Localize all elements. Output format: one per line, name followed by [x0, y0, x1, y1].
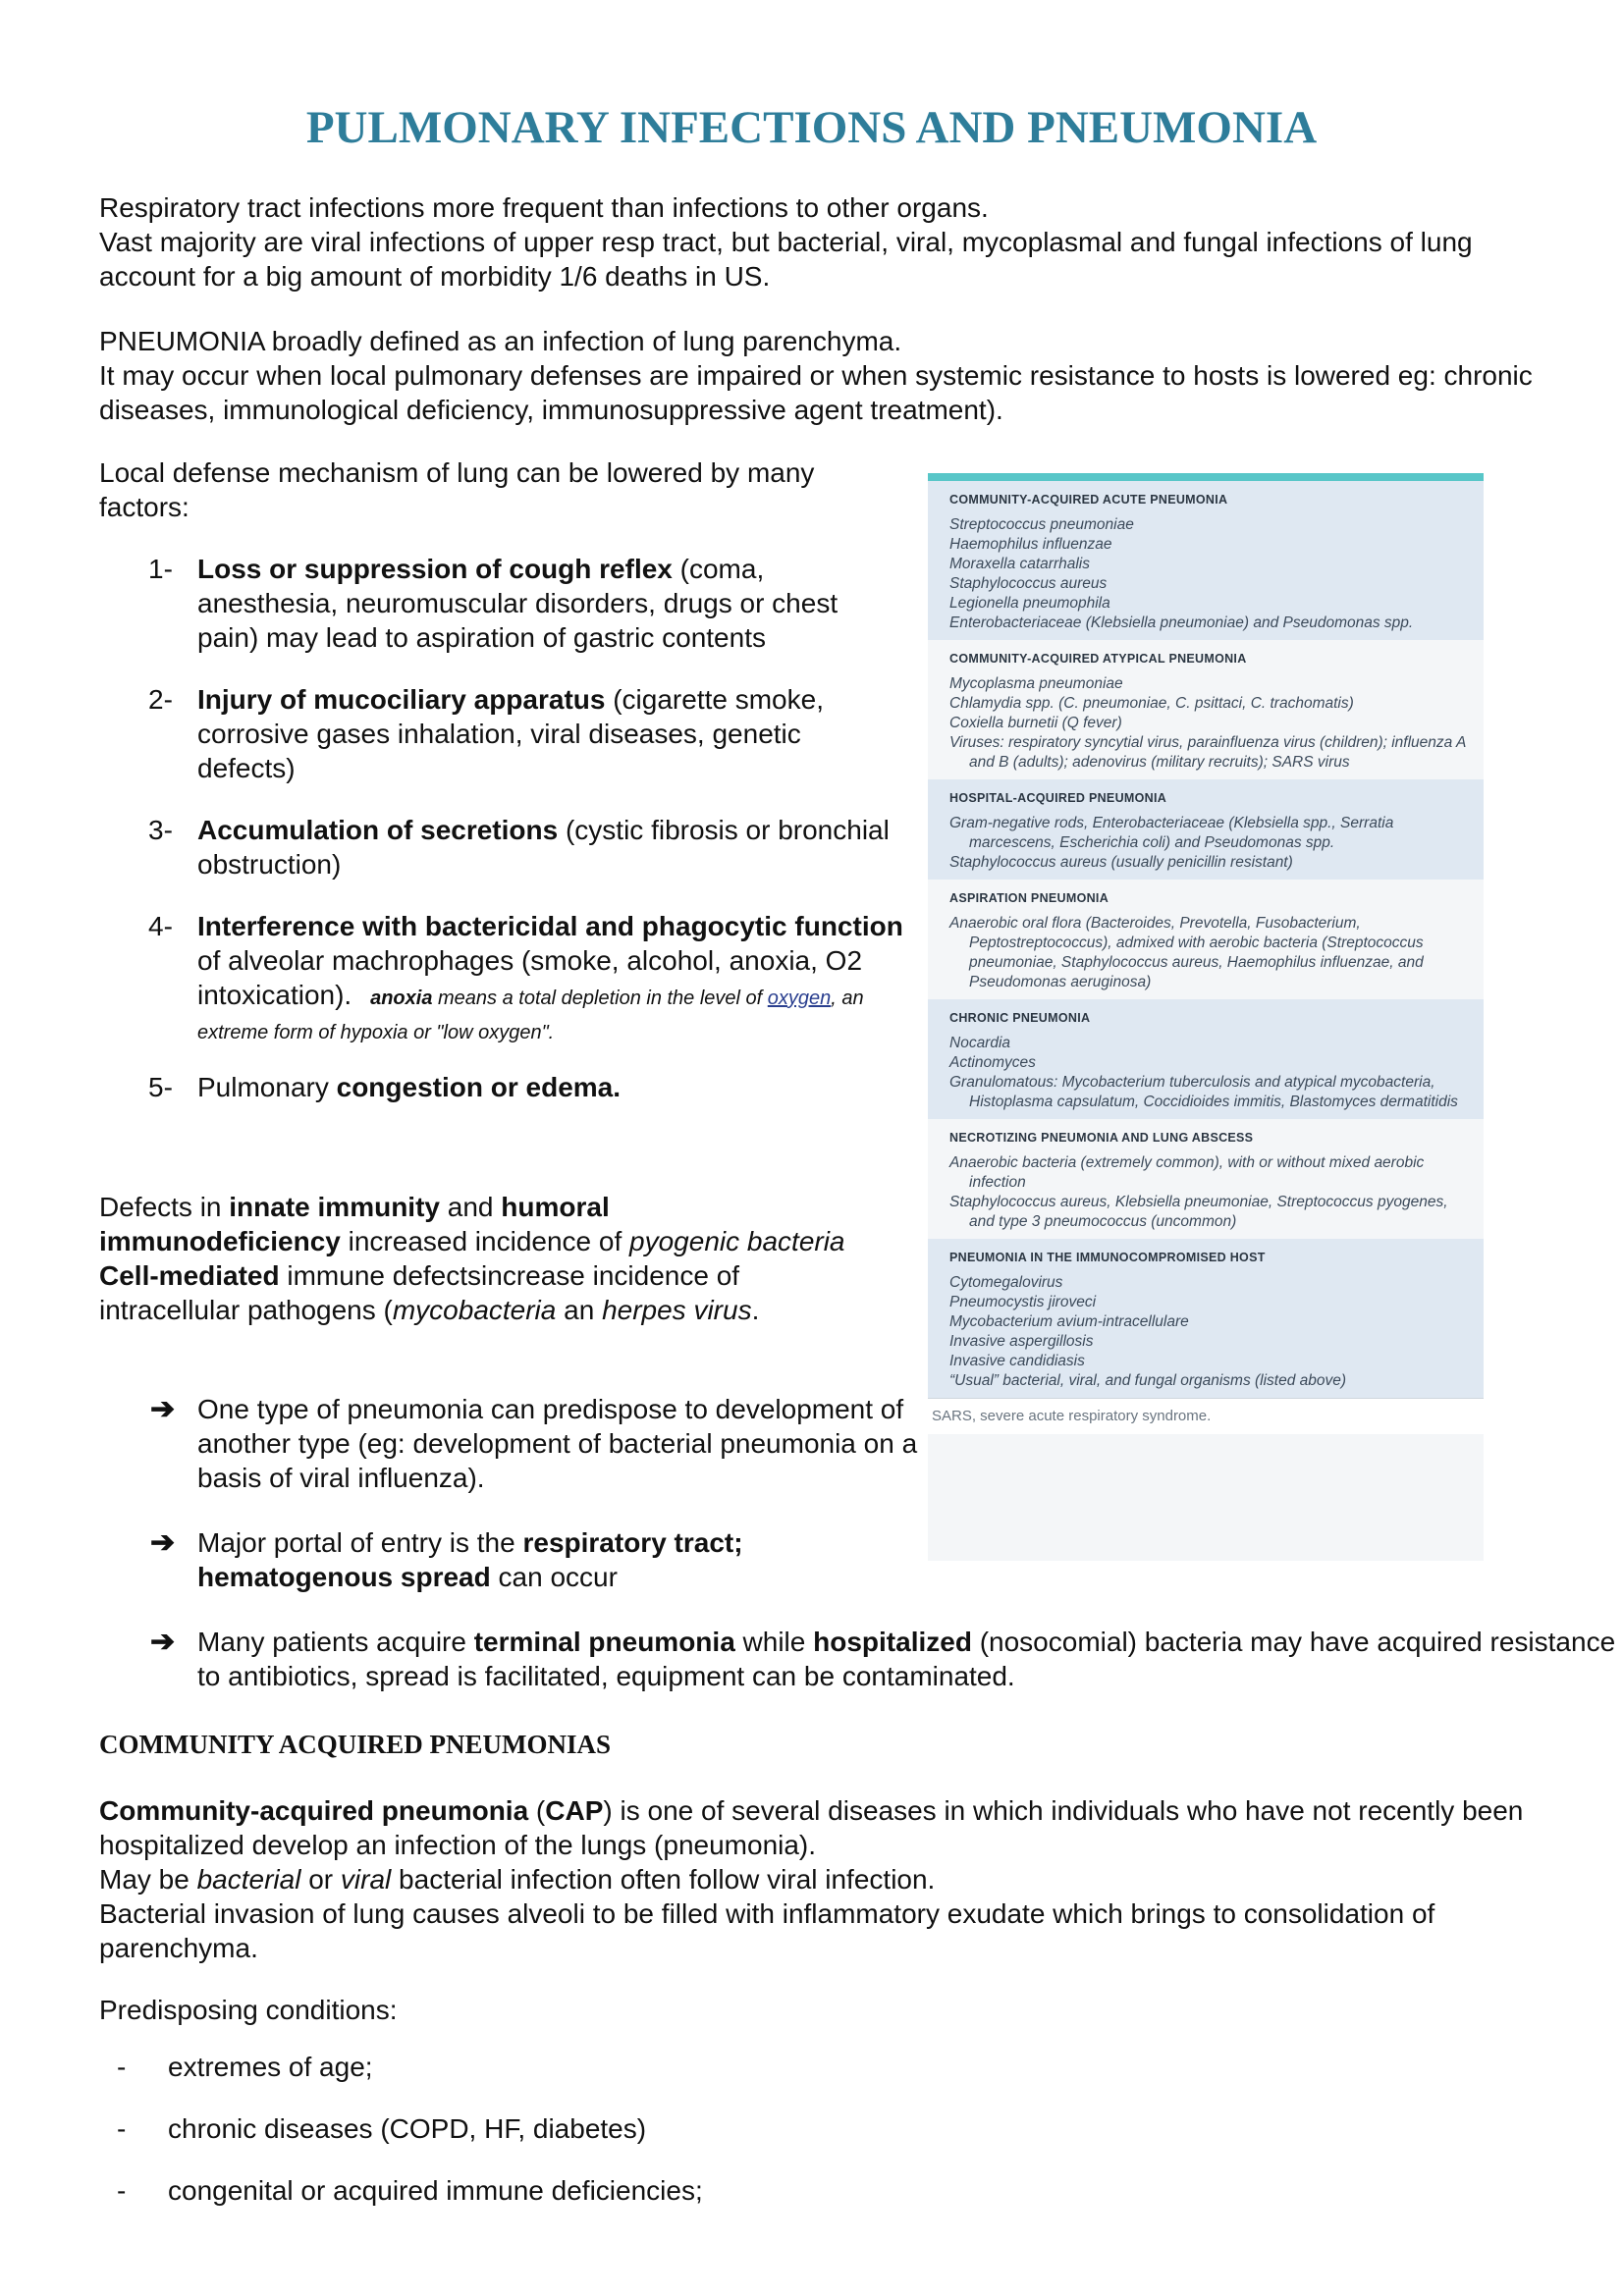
intro-line-1: Respiratory tract infections more frequent than infections to other organs. [99, 192, 989, 223]
list-item [99, 909, 904, 1046]
table-entry: Anaerobic oral flora (Bacteroides, Prevotella, Fusobacterium, Peptostreptococcus), admixed with aerobic bacteria (Streptococcus pneumoniae, Staphylococcus aureus, Haemophilus influenzae, and Pseudomonas aeruginosa) [949, 915, 1424, 990]
table-entry: Staphylococcus aureus, Klebsiella pneumoniae, Streptococcus pyogenes, and type 3 pneumococcus (uncommon) [949, 1194, 1448, 1230]
list-number: 1- [148, 554, 173, 584]
predisposing-list [99, 2050, 1474, 2235]
table-top-bar [928, 473, 1484, 481]
list-item-bold: Accumulation of secretions [197, 815, 559, 845]
pneumonia-classification-table [928, 473, 1484, 1561]
list-item-text: Pulmonary [197, 1072, 337, 1102]
list-item-bold: Injury of mucociliary apparatus [197, 684, 606, 715]
table-entry: Gram-negative rods, Enterobacteriaceae (Klebsiella spp., Serratia marcescens, Escherichia coli) and Pseudomonas spp. [949, 815, 1394, 851]
intro-paragraph [99, 190, 1542, 294]
immunity-defects [99, 1190, 845, 1327]
list-item [99, 552, 904, 655]
arrow-item: ➔ Major portal of entry is the respiratory tract; hematogenous spread can occur [150, 1526, 743, 1592]
list-number: 2- [148, 684, 173, 715]
table-entry: Haemophilus influenzae [949, 536, 1112, 553]
list-item: - congenital or acquired immune deficiencies; [117, 2175, 703, 2206]
table-entry: Granulomatous: Mycobacterium tuberculosis and atypical mycobacteria, Histoplasma capsulatum, Coccidioides immitis, Blastomyces dermatitidis [949, 1074, 1458, 1110]
table-entry: Legionella pneumophila [949, 595, 1110, 612]
table-section-heading: COMMUNITY-ACQUIRED ATYPICAL PNEUMONIA [949, 652, 1247, 666]
list-item-bold: Interference with bactericidal and phagocytic function [197, 911, 903, 941]
anoxia-term: anoxia [370, 988, 433, 1009]
cap-heading: COMMUNITY ACQUIRED PNEUMONIAS [99, 1730, 612, 1759]
table-entry: Invasive aspergillosis [949, 1333, 1094, 1350]
cap-paragraph-3: Bacterial invasion of lung causes alveoli to be filled with inflammatory exudate which brings to consolidation of parenchyma. [99, 1898, 1435, 1963]
table-section-heading: HOSPITAL-ACQUIRED PNEUMONIA [949, 791, 1167, 805]
table-entry: Streptococcus pneumoniae [949, 516, 1134, 533]
table-entry: Mycoplasma pneumoniae [949, 675, 1123, 692]
list-item-text: (cigarette smoke, corrosive gases inhalation, viral diseases, genetic defects) [197, 684, 824, 783]
table-section [928, 999, 1484, 1119]
cap-section [99, 1793, 1542, 2027]
list-item [99, 682, 904, 785]
table-section [928, 880, 1484, 999]
list-item-bold: Loss or suppression of cough reflex [197, 554, 673, 584]
table-entry: “Usual” bacterial, viral, and fungal organisms (listed above) [949, 1372, 1347, 1389]
table-entry: Viruses: respiratory syncytial virus, parainfluenza virus (children); influenza A and B (adults); adenovirus (military recruits); SARS virus [949, 734, 1466, 771]
arrow-right-icon: ➔ [150, 1626, 176, 1658]
pneumonia-definition [99, 324, 1542, 427]
list-item-bold: congestion or edema. [336, 1072, 622, 1102]
arrow-text: One type of pneumonia can predispose to development of another type (eg: development of bacterial pneumonia on a basis of viral influenza). [197, 1394, 918, 1493]
list-item [99, 1070, 904, 1104]
cap-paragraph-2: May be bacterial or viral bacterial infection often follow viral infection. [99, 1864, 936, 1895]
list-item [99, 813, 904, 881]
table-entry: Moraxella catarrhalis [949, 556, 1090, 572]
oxygen-link[interactable]: oxygen [767, 988, 832, 1009]
table-section [928, 1119, 1484, 1239]
predisposing-label: Predisposing conditions: [99, 1995, 398, 2025]
local-defense-intro: Local defense mechanism of lung can be lowered by many factors: [99, 457, 815, 522]
table-entry: Anaerobic bacteria (extremely common), with or without mixed aerobic infection [949, 1154, 1425, 1191]
pneumonia-def-line-1: PNEUMONIA broadly defined as an infection of lung parenchyma. [99, 326, 902, 356]
pneumonia-def-line-2: It may occur when local pulmonary defenses are impaired or when systemic resistance to hosts is lowered eg: chronic diseases, immunological deficiency, immunosuppressive agent treatment). [99, 360, 1533, 425]
list-item-text: of alveolar machrophages (smoke, alcohol, anoxia, O2 intoxication). [197, 945, 863, 1010]
note-text: means a total depletion in the level of [432, 988, 768, 1009]
table-section [928, 640, 1484, 779]
arrow-item: ➔ Many patients acquire terminal pneumonia while hospitalized (nosocomial) bacteria may have acquired resistance to antibiotics, spread is facilitated, equipment can be contaminated. [150, 1626, 1616, 1691]
table-caption: SARS, severe acute respiratory syndrome. [928, 1398, 1484, 1434]
intro-line-2: Vast majority are viral infections of upper resp tract, but bacterial, viral, mycoplasmal and fungal infections of lung account for a big amount of morbidity 1/6 deaths in US. [99, 227, 1473, 292]
defects-paragraph-1: Defects in innate immunity and humoral immunodeficiency increased incidence of pyogenic bacteria [99, 1192, 845, 1256]
table-section-heading: NECROTIZING PNEUMONIA AND LUNG ABSCESS [949, 1131, 1254, 1145]
cap-paragraph-1: Community-acquired pneumonia (CAP) is one of several diseases in which individuals who have not recently been hospitalized develop an infection of the lungs (pneumonia). [99, 1795, 1524, 1860]
note-text: , an extreme form of hypoxia or "low oxygen". [197, 988, 864, 1043]
table-entry: Nocardia [949, 1035, 1011, 1051]
table-section-heading: ASPIRATION PNEUMONIA [949, 891, 1109, 905]
table-entry: Coxiella burnetii (Q fever) [949, 715, 1122, 731]
list-number: 4- [148, 911, 173, 941]
table-section-heading: PNEUMONIA IN THE IMMUNOCOMPROMISED HOST [949, 1251, 1266, 1264]
table-entry: Mycobacterium avium-intracellulare [949, 1313, 1189, 1330]
list-item-text: (coma, anesthesia, neuromuscular disorders, drugs or chest pain) may lead to aspiration of gastric contents [197, 554, 839, 653]
arrow-item [99, 1392, 963, 1495]
table-entry: Enterobacteriaceae (Klebsiella pneumoniae) and Pseudomonas spp. [949, 614, 1414, 631]
list-number: 5- [148, 1072, 173, 1102]
defects-paragraph-2: Cell-mediated immune defectsincrease incidence of intracellular pathogens (mycobacteria an herpes virus. [99, 1260, 760, 1325]
local-defense-list [99, 552, 904, 1104]
page-title: PULMONARY INFECTIONS AND PNEUMONIA [305, 102, 1318, 153]
table-entry: Cytomegalovirus [949, 1274, 1063, 1291]
table-entry: Pneumocystis jiroveci [949, 1294, 1097, 1310]
local-defense-section [99, 455, 904, 1132]
table-entry: Staphylococcus aureus [949, 575, 1108, 592]
arrow-right-icon: ➔ [150, 1393, 176, 1425]
table-section [928, 779, 1484, 880]
table-entry: Actinomyces [949, 1054, 1036, 1071]
table-entry: Invasive candidiasis [949, 1353, 1085, 1369]
list-item: - extremes of age; [117, 2052, 373, 2082]
arrow-right-icon: ➔ [150, 1526, 176, 1559]
table-section-heading: COMMUNITY-ACQUIRED ACUTE PNEUMONIA [949, 493, 1228, 507]
list-item: - chronic diseases (COPD, HF, diabetes) [117, 2113, 647, 2144]
table-entry: Staphylococcus aureus (usually penicillin resistant) [949, 854, 1293, 871]
table-section-heading: CHRONIC PNEUMONIA [949, 1011, 1091, 1025]
table-sections [928, 481, 1484, 1398]
table-section [928, 1239, 1484, 1398]
list-item-text: (cystic fibrosis or bronchial obstruction) [197, 815, 890, 880]
table-section [928, 481, 1484, 640]
table-entry: Chlamydia spp. (C. pneumoniae, C. psittaci, C. trachomatis) [949, 695, 1354, 712]
list-number: 3- [148, 815, 173, 845]
